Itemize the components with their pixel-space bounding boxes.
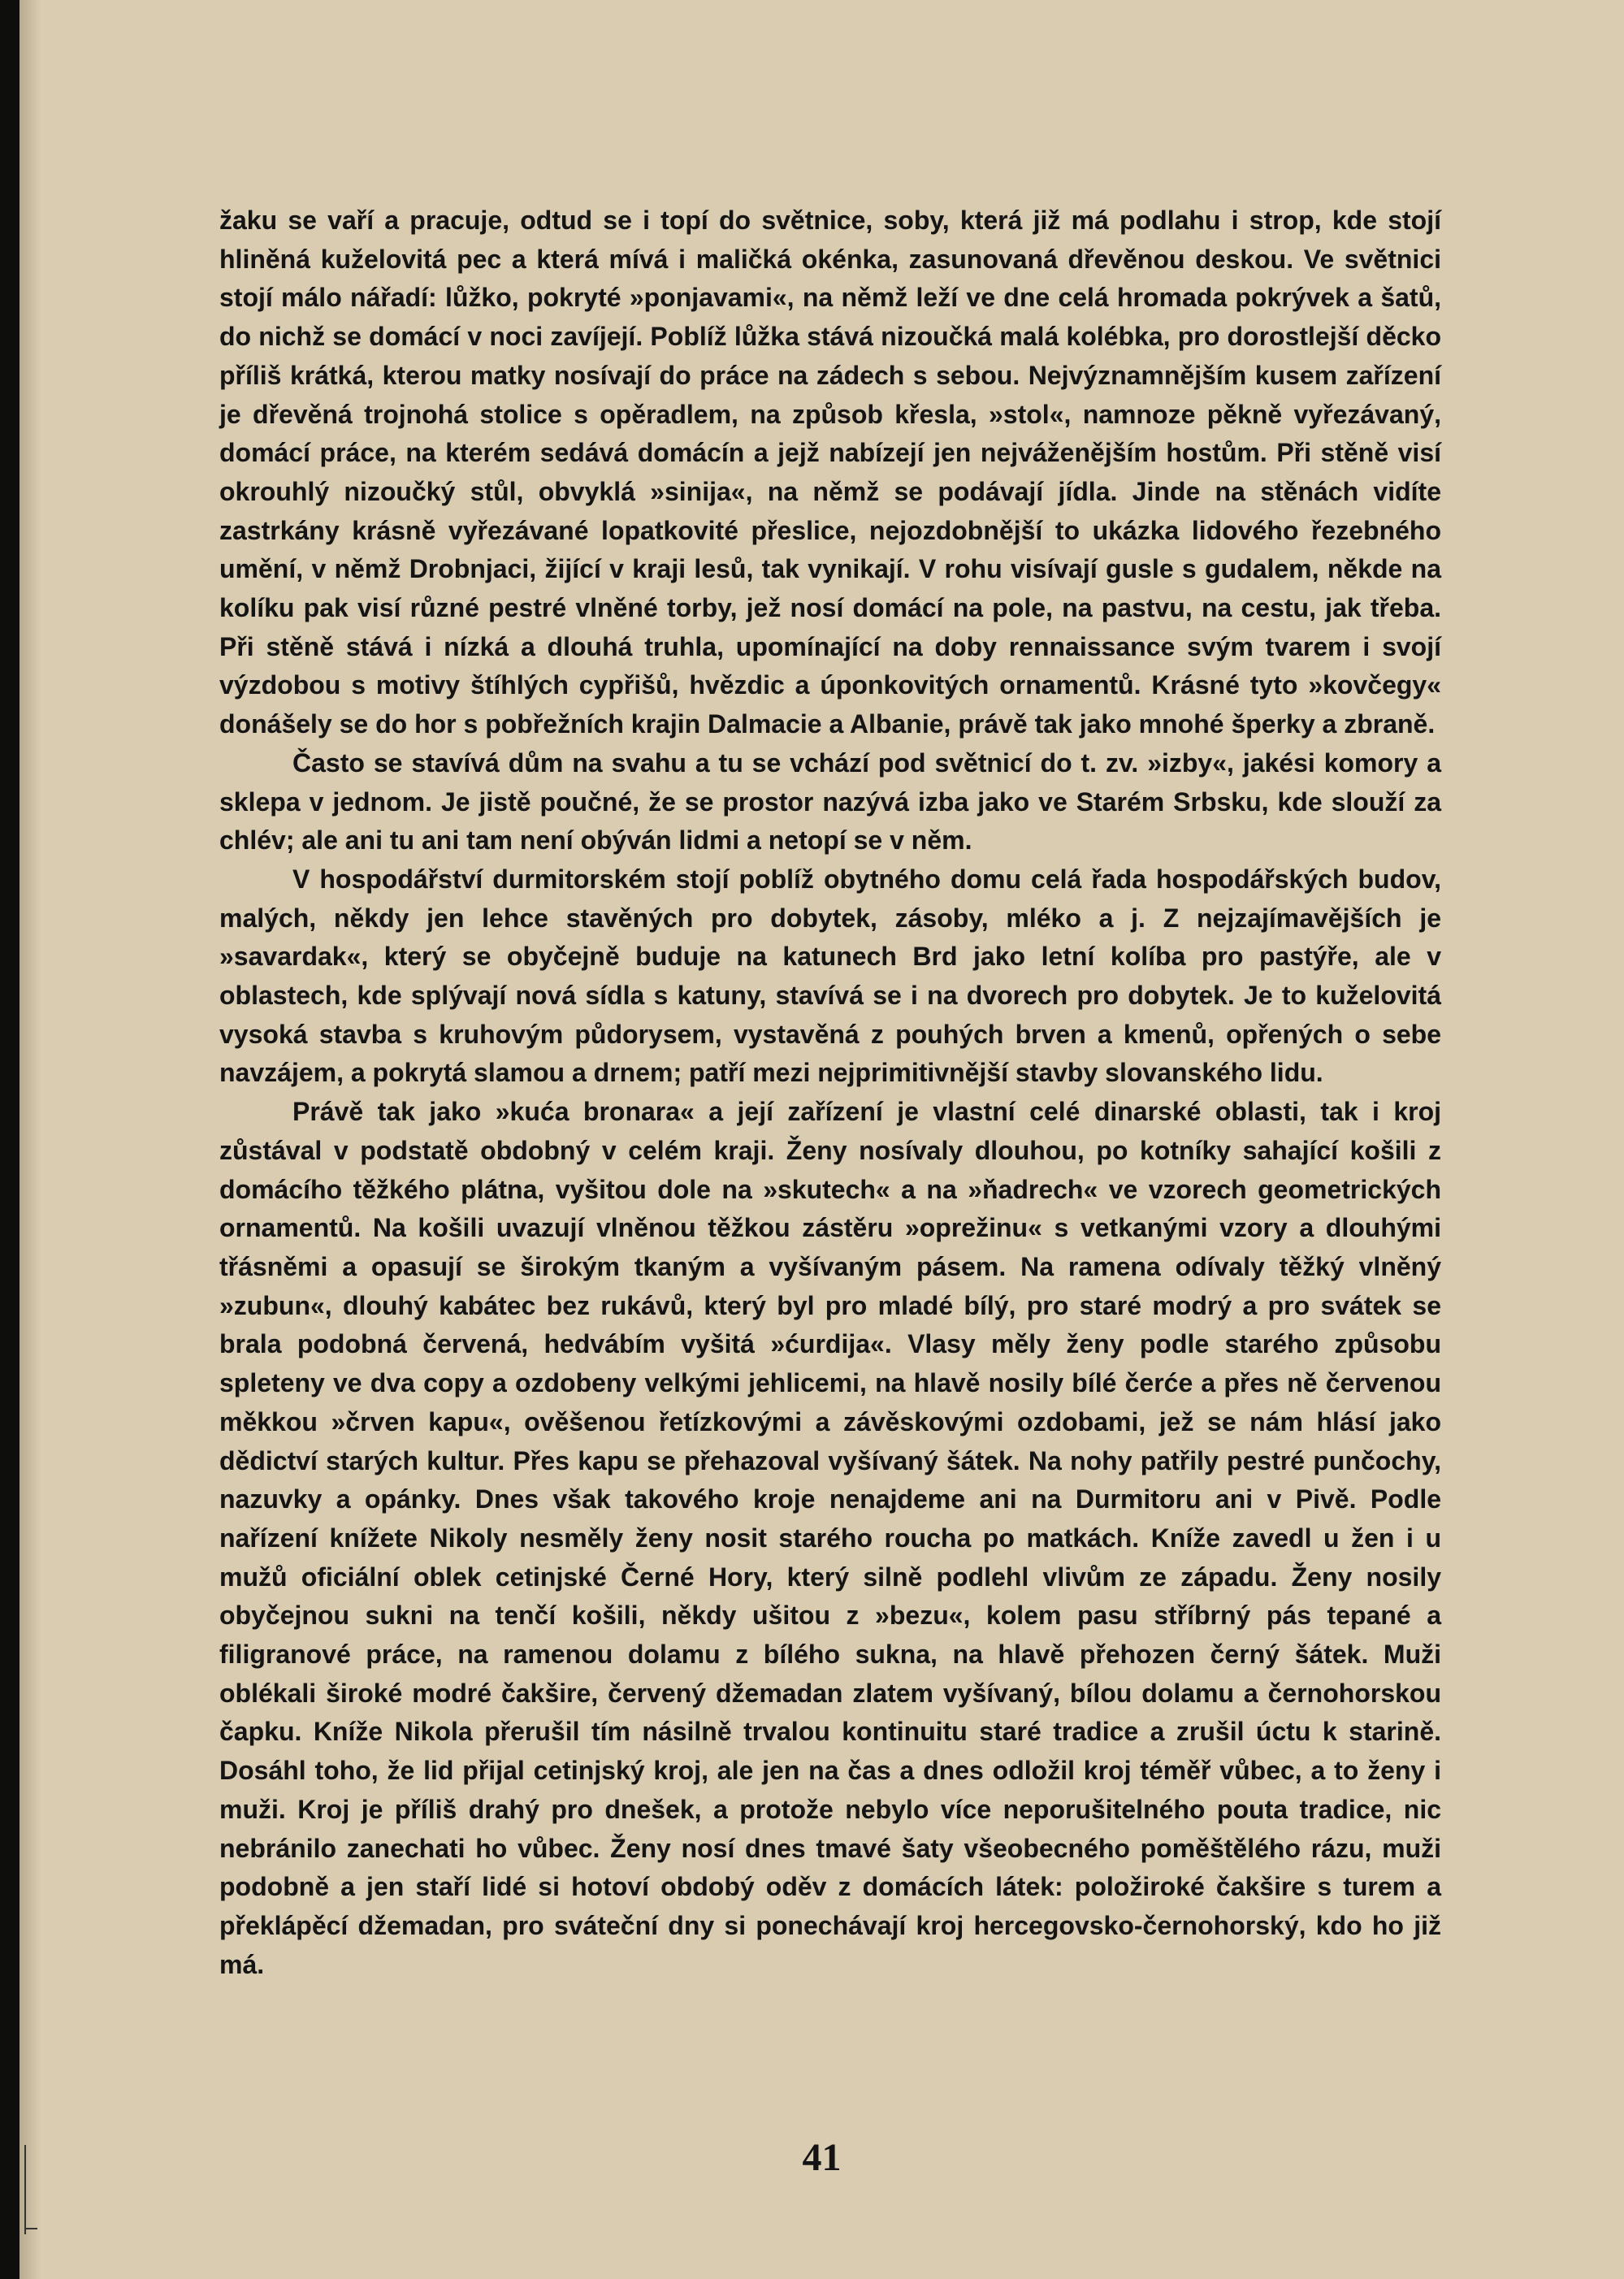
page-number: 41 [802, 2136, 842, 2179]
book-page [19, 0, 1624, 2279]
paragraph-3: V hospodářství durmitorském stojí poblíž obytného domu celá řada hospodářských budov, malých, někdy jen lehce stavěných pro dobytek, zásoby, mléko a j. Z nejzajímavějších je »savardak«, který se obyčejně buduje na katunech Brd jako letní kolíba pro pastýře, ale v oblastech, kde splývají nová sídla s katuny, stavívá se i na dvorech pro dobytek. Je to kuželovitá vysoká stavba s kruhovým půdorysem, vystavěná z pouhých brven a kmenů, opřených o sebe navzájem, a pokrytá slamou a drnem; patří mezi nejprimitivnější stavby slovanského lidu. [219, 864, 1441, 1088]
body-text [219, 201, 1441, 1984]
paragraph-4: Právě tak jako »kuća bronara« a její zařízení je vlastní celé dinarské oblasti, tak i kroj zůstával v podstatě obdobný v celém kraji. Ženy nosívaly dlouhou, po kotníky sahající košili z domácího těžkého plátna, vyšitou dole na »skutech« a na »ňadrech« ve vzorech geometrických ornamentů. Na košili uvazují vlněnou těžkou zástěru »oprežinu« s vetkanými vzory a dlouhými třásněmi a opasují se širokým tkaným a vyšívaným pásem. Na ramena odívaly těžký vlněný »zubun«, dlouhý kabátec bez rukávů, který byl pro mladé bílý, pro staré modrý a pro svátek se brala podobná červená, hedvábím vyšitá »ćurdija«. Vlasy měly ženy podle starého způsobu spleteny ve dva copy a ozdobeny velkými jehlicemi, na hlavě nosily bílé čerće a přes ně červenou měkkou »črven kapu«, ověšenou řetízkovými a závěskovými ozdobami, jež se nám hlásí jako dědictví starých kultur. Přes kapu se přehazoval vyšívaný šátek. Na nohy patřily pestré punčochy, nazuvky a opánky. Dnes však takového kroje nenajdeme ani na Durmitoru ani v Pivě. Podle nařízení knížete Nikoly nesměly ženy nosit starého roucha po matkách. Kníže zavedl u žen i u mužů oficiální oblek cetinjské Černé Hory, který silně podlehl vlivům ze západu. Ženy nosily obyčejnou sukni na tenčí košili, někdy ušitou z »bezu«, kolem pasu stříbrný pás tepané a filigranové práce, na ramenou dolamu z bílého sukna, na hlavě přehozen černý šátek. Muži oblékali široké modré čakšire, červený džemadan zlatem vyšívaný, bílou dolamu a černohorskou čapku. Kníže Nikola přerušil tím násilně trvalou kontinuitu staré tradice a zrušil úctu k starině. Dosáhl toho, že lid přijal cetinjský kroj, ale jen na čas a dnes odložil kroj téměř vůbec, a to ženy i muži. Kroj je příliš drahý pro dnešek, a protože nebylo více neporušitelného pouta tradice, nic nebránilo zanechati ho vůbec. Ženy nosí dnes tmavé šaty všeobecného poměštělého rázu, muži podobně a jen staří lidé si hotoví obdobý oděv z domácích látek: položiroké čakšire s turem a překlápěcí džemadan, pro sváteční dny si ponechávají kroj hercegovsko-černohorský, kdo ho již má. [219, 1097, 1441, 1979]
paragraph-2: Často se stavívá dům na svahu a tu se vchází pod světnicí do t. zv. »izby«, jakési komory a sklepa v jednom. Je jistě poučné, že se prostor nazývá izba jako ve Starém Srbsku, kde slouží za chlév; ale ani tu ani tam není obýván lidmi a netopí se v něm. [219, 747, 1441, 856]
page-edge-mark-horizontal [24, 2228, 37, 2229]
paragraph-1: žaku se vaří a pracuje, odtud se i topí do světnice, soby, která již má podlahu i strop, kde stojí hliněná kuželovitá pec a která mívá i maličká okénka, zasunovaná dřevěnou deskou. Ve světnici stojí málo nářadí: lůžko, pokryté »ponjavami«, na němž leží ve dne celá hromada pokrývek a šatů, do nichž se domácí v noci zavíjejí. Poblíž lůžka stává nizoučká malá kolébka, pro dorostlejší děcko příliš krátká, kterou matky nosívají do práce na zádech s sebou. Nejvýznamnějším kusem zařízení je dřevěná trojnohá stolice s opěradlem, na způsob křesla, »stol«, namnoze pěkně vyřezávaný, domácí práce, na kterém sedává domácín a jejž nabízejí jen nejváženějším hostům. Při stěně visí okrouhlý nizoučký stůl, obvyklá »sinija«, na němž se podávají jídla. Jinde na stěnách vidíte zastrkány krásně vyřezávané lopatkovité přeslice, nejozdobnější to ukázka lidového řezebného umění, v němž Drobnjaci, žijící v kraji lesů, tak vynikají. V rohu visívají gusle s gudalem, někde na kolíku pak visí různé pestré vlněné torby, jež nosí domácí na pole, na pastvu, na cestu, jak třeba. Při stěně stává i nízká a dlouhá truhla, upomínající na doby rennaissance svým tvarem i svojí výzdobou s motivy štíhlých cypřišů, hvězdic a úponkovitých ornamentů. Krásné tyto »kovčegy« donášely se do hor s pobřežních krajin Dalmacie a Albanie, právě tak jako mnohé šperky a zbraně. [219, 206, 1441, 739]
